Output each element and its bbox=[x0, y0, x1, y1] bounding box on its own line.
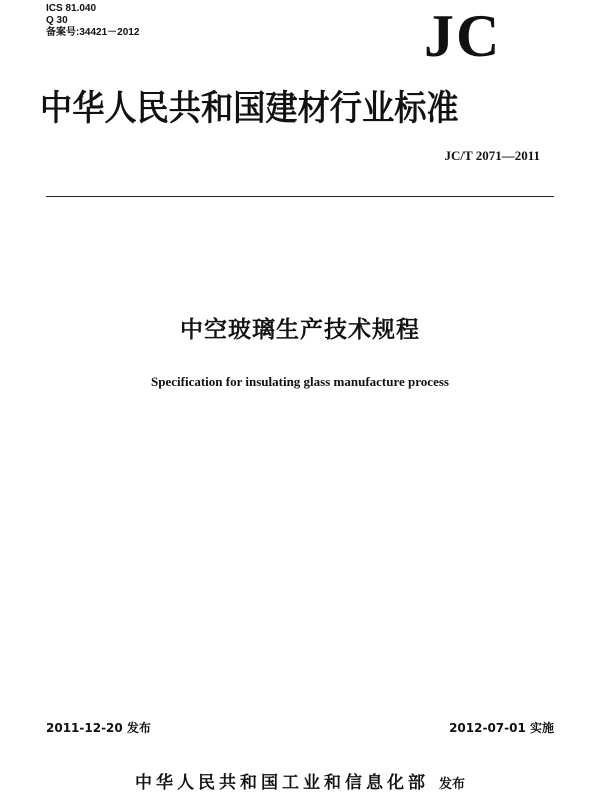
issuer-action: 发布 bbox=[438, 777, 465, 792]
implementation-date: 2012-07-01 实施 bbox=[449, 721, 554, 735]
jc-logo: JC bbox=[424, 3, 502, 69]
header-divider bbox=[46, 196, 554, 197]
organization-title: 中华人民共和国建材行业标准 bbox=[40, 89, 459, 129]
ccs-code: Q 30 bbox=[46, 15, 68, 26]
standard-number: JC/T 2071—2011 bbox=[444, 148, 540, 163]
issuer-name: 中华人民共和国工业和信息化部 bbox=[134, 773, 429, 793]
issue-date: 2011-12-20 发布 bbox=[46, 721, 151, 735]
issuer-line bbox=[0, 768, 600, 793]
document-title-chinese: 中空玻璃生产技术规程 bbox=[180, 317, 420, 343]
classification-codes bbox=[46, 3, 139, 39]
filing-number: 备案号:34421－2012 bbox=[46, 27, 140, 38]
document-title-english: Specification for insulating glass manufacture process bbox=[151, 374, 449, 389]
ics-code: ICS 81.040 bbox=[46, 3, 97, 14]
